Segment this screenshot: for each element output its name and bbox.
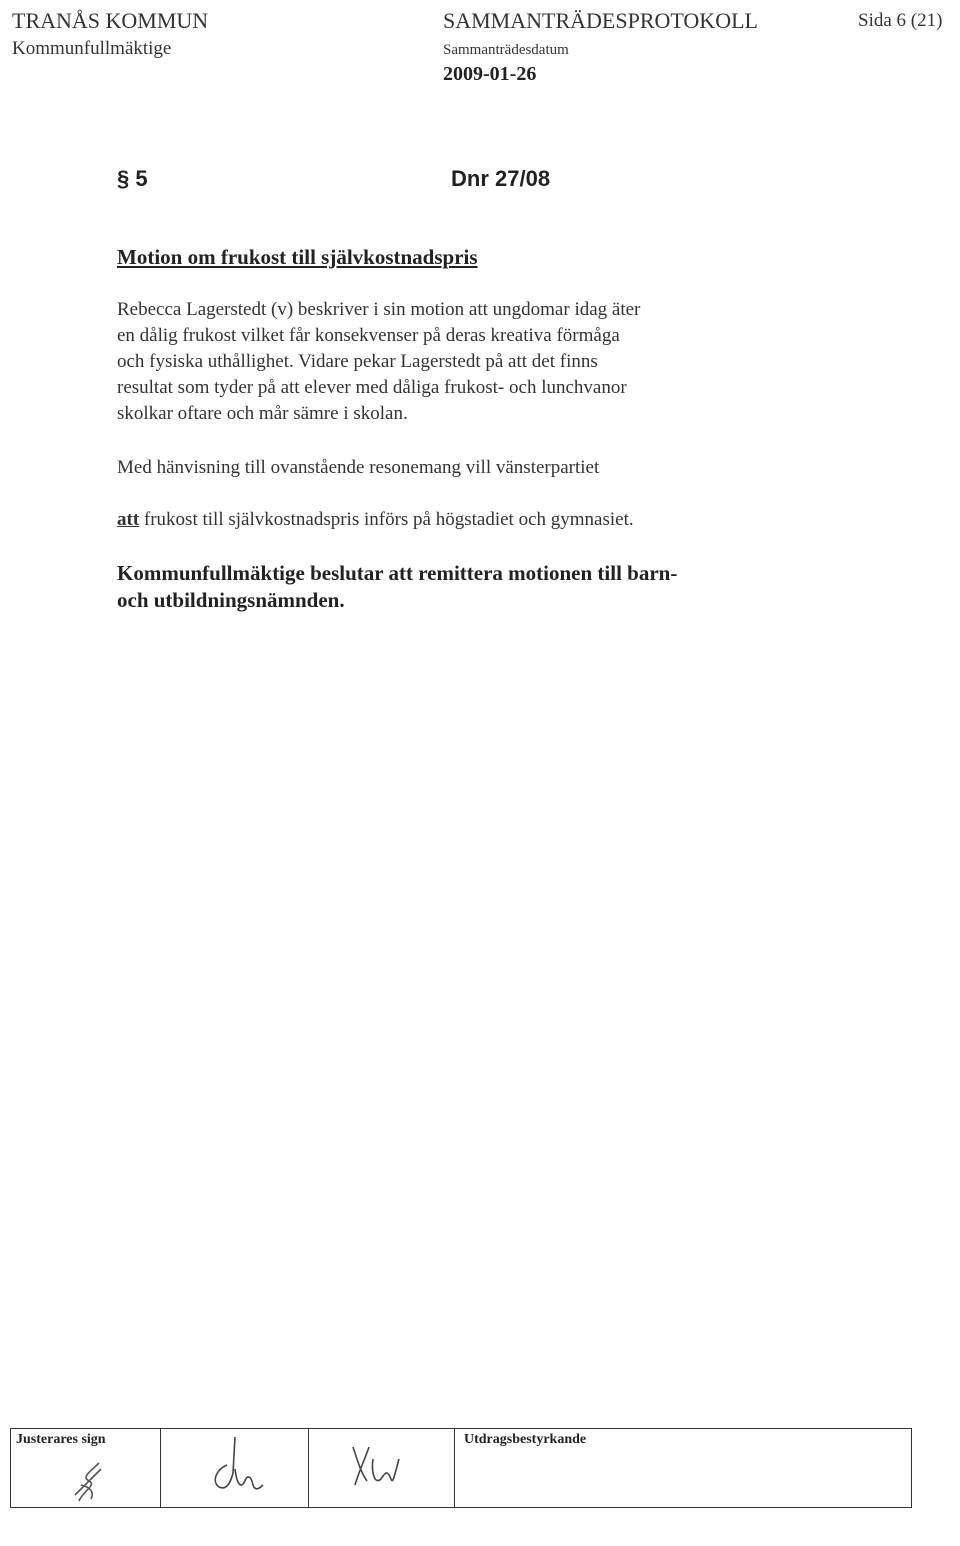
municipality-name: TRANÅS KOMMUN (12, 8, 209, 33)
text-line: Rebecca Lagerstedt (v) beskriver i sin motion att ungdomar idag äter (117, 299, 641, 320)
decision (117, 560, 677, 614)
signature-cell-2 (161, 1429, 309, 1507)
meeting-date: 2009-01-26 (443, 63, 537, 85)
signature-label: Justerares sign (16, 1432, 106, 1447)
extract-certification-cell (455, 1429, 911, 1507)
handwritten-signature-3 (309, 1429, 455, 1509)
motion-description (117, 297, 640, 427)
page-number: Sida 6 (21) (858, 10, 943, 31)
text-line: resultat som tyder på att elever med dåliga frukost- och lunchvanor (117, 377, 627, 398)
extract-label: Utdragsbestyrkande (464, 1432, 587, 1447)
motion-proposal (117, 507, 634, 533)
text-line: och fysiska uthållighet. Vidare pekar Lagerstedt på att det finns (117, 351, 598, 372)
signature-box (10, 1428, 912, 1508)
paragraph-number: § 5 (117, 166, 148, 191)
text-line: en dålig frukost vilket får konsekvenser på deras kreativa förmåga (117, 325, 620, 346)
motion-reference: Med hänvisning till ovanstående resonemang vill vänsterpartiet (117, 457, 600, 478)
text-line: skolkar oftare och mår sämre i skolan. (117, 403, 408, 424)
section-title: Motion om frukost till självkostnadspris (117, 245, 478, 269)
att-keyword: att (117, 509, 140, 530)
proposal-text: frukost till självkostnadspris införs på högstadiet och gymnasiet. (139, 509, 634, 530)
handwritten-signature-1 (11, 1429, 161, 1509)
decision-line: Kommunfullmäktige beslutar att remittera motionen till barn- (117, 561, 678, 585)
signature-cell-3 (309, 1429, 455, 1507)
date-label: Sammanträdesdatum (443, 42, 569, 58)
decision-line: och utbildningsnämnden. (117, 588, 345, 612)
diary-number: Dnr 27/08 (451, 166, 551, 191)
handwritten-signature-2 (161, 1429, 309, 1509)
body-name: Kommunfullmäktige (12, 38, 172, 59)
document-type: SAMMANTRÄDESPROTOKOLL (443, 8, 758, 33)
signature-cell-1 (11, 1429, 161, 1507)
